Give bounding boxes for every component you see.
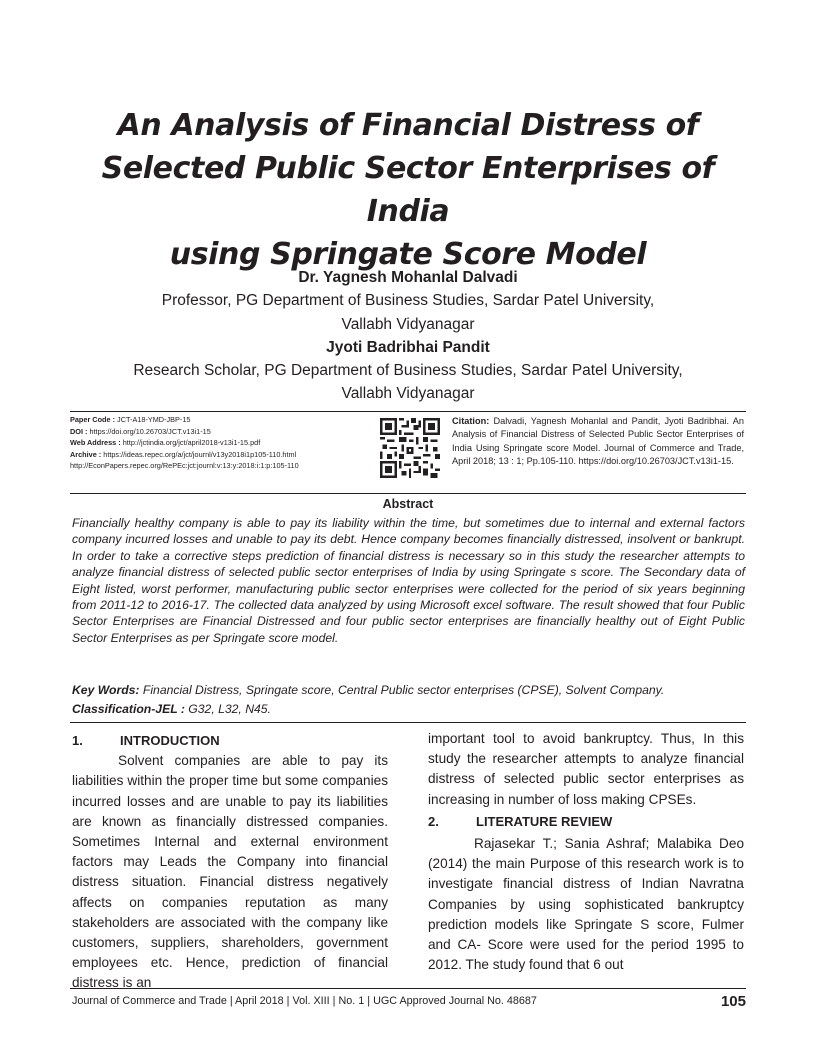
classification-label: Classification-JEL : <box>72 702 185 716</box>
doi-link[interactable]: https://doi.org/10.26703/JCT.v13i1-15 <box>89 426 211 436</box>
body-paragraph: Rajasekar T.; Sania Ashraf; Malabika Deo (2014) the main Purpose of this research work is to investigate financial distress of Indian Navratna Companies by using sophisticated bankruptcy prediction models like Springate S score, Fulmer and CA- Score were used for the period 1995 to 2012. The study found that 6 out <box>428 836 744 973</box>
archive-label: Archive : <box>70 449 102 459</box>
title-line: Selected Public Sector Enterprises of India <box>101 151 715 229</box>
author-name: Dr. Yagnesh Mohanlal Dalvadi <box>298 269 518 286</box>
title-line: using Springate Score Model <box>169 237 647 272</box>
right-column <box>428 729 744 975</box>
qr-code-icon <box>380 418 440 478</box>
abstract-text: Financially healthy company is able to pay its liability within the time, but sometimes due to internal and external factors company incurred losses and unable to pay its debt. Hence company becomes financially distressed, insolvent or bankrupt. In order to take a corrective steps prediction of financial distress is necessary so in this study the researcher attempts to analyze financial distress of selected public sector enterprises of India by using Springate s score. The Secondary data of Eight listed, worst performer, manufacturing public sector enterprises were collected for the period of six years beginning from 2011-12 to 2016-17. The collected data analyzed by using Microsoft excel software. The result showed that four Public Sector Enterprises are Financial Distressed and four public sector enterprises are financially healthy out of Eight Public Sector Enterprises as per Springate score model. <box>72 516 745 645</box>
section-title: INTRODUCTION <box>120 733 220 748</box>
divider <box>70 722 746 723</box>
citation-text: Dalvadi, Yagnesh Mohanlal and Pandit, Jyoti Badribhai. An Analysis of Financial Distress of Selected Public Sector Enterprises of India Using Springate score Model. Journal of Commerce and Trade, April 2018; 13 : 1; Pp.105-110. https://doi.org/10.26703/JCT.v13i1-15. <box>452 416 744 467</box>
title-line: An Analysis of Financial Distress of <box>117 108 699 143</box>
author-block <box>60 266 756 406</box>
paper-metadata <box>70 414 746 490</box>
archive-link-2[interactable]: http://EconPapers.repec.org/RePEc:jct:journl:v:13:y:2018:i:1:p:105-110 <box>70 461 299 471</box>
citation <box>452 415 744 469</box>
classification <box>72 701 745 717</box>
section-title: LITERATURE REVIEW <box>476 813 613 829</box>
left-column <box>72 731 388 994</box>
body-paragraph: important tool to avoid bankruptcy. Thus, In this study the researcher attempts to analyze financial distress of selected public sector enterprises as increasing in number of loss making CPSEs. <box>428 731 744 807</box>
citation-label: Citation: <box>452 416 490 426</box>
paper-code-label: Paper Code : <box>70 415 116 424</box>
page-number: 105 <box>720 993 746 1010</box>
author-affiliation: Vallabh Vidyanagar <box>341 385 475 403</box>
classification-text: G32, L32, N45. <box>184 702 271 716</box>
paper-title <box>60 104 756 276</box>
archive-link[interactable]: https://ideas.repec.org/a/jct/journl/v13y2018i1p105-110.html <box>103 449 297 459</box>
author-affiliation: Vallabh Vidyanagar <box>341 315 475 333</box>
divider <box>70 493 746 494</box>
section-heading <box>72 731 388 751</box>
divider <box>70 411 746 412</box>
author-affiliation: Research Scholar, PG Department of Business Studies, Sardar Patel University, <box>133 362 683 380</box>
doi-label: DOI : <box>70 426 88 436</box>
abstract-heading: Abstract <box>382 497 434 511</box>
author-name: Jyoti Badribhai Pandit <box>326 338 490 356</box>
journal-footer: Journal of Commerce and Trade | April 2018 | Vol. XIII | No. 1 | UGC Approved Journal No. 48687 <box>72 995 537 1007</box>
metadata-list <box>70 414 372 472</box>
web-address-link[interactable]: http://jctindia.org/jct/april2018-v13i1-15.pdf <box>122 438 261 448</box>
body-paragraph: Solvent companies are able to pay its liabilities within the proper time but some companies incurred losses and are unable to pay its liabilities are known as financially distressed companies. Sometimes Internal and external environment factors may Leads the Company into financial distress situation. Financial distress negatively affects on companies reputation as many stakeholders are associated with the company like customers, suppliers, shareholders, government employees etc. Hence, prediction of financial distress is an <box>72 753 388 991</box>
keywords-text: Financial Distress, Springate score, Central Public sector enterprises (CPSE), Solvent Company. <box>139 683 665 697</box>
web-address-label: Web Address : <box>70 438 121 448</box>
section-heading <box>428 812 744 832</box>
section-number: 2. <box>428 813 439 829</box>
author-affiliation: Professor, PG Department of Business Studies, Sardar Patel University, <box>161 292 655 310</box>
paper-code: JCT-A18-YMD-JBP-15 <box>117 415 191 424</box>
keywords-label: Key Words: <box>72 683 140 697</box>
keywords <box>72 682 745 698</box>
footer-divider <box>70 988 746 989</box>
section-number: 1. <box>72 733 83 748</box>
